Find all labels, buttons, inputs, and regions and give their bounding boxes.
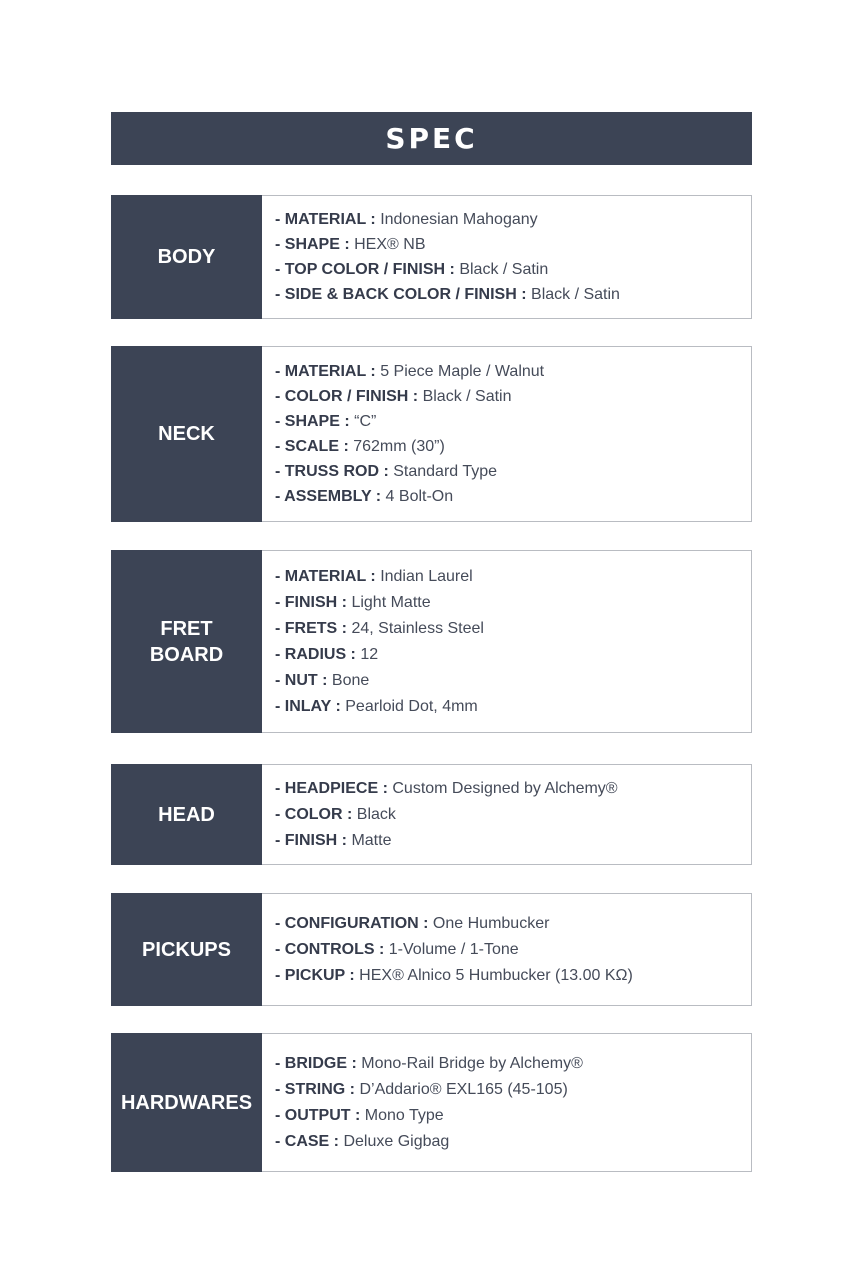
spec-row (275, 911, 751, 937)
spec-row (275, 384, 751, 409)
spec-key: - FINISH : (275, 593, 347, 611)
spec-key: - BRIDGE : (275, 1054, 357, 1072)
spec-key: - SCALE : (275, 438, 349, 455)
spec-row (275, 232, 751, 257)
spec-row (275, 459, 751, 484)
spec-value: 4 Bolt-On (385, 488, 454, 505)
section-spec-list (262, 195, 752, 319)
spec-key: - OUTPUT : (275, 1106, 361, 1124)
spec-key: - ASSEMBLY : (275, 488, 382, 505)
section-spec-list (262, 550, 752, 733)
spec-row (275, 257, 751, 282)
spec-key: - TRUSS ROD : (275, 463, 389, 480)
spec-key: - FINISH : (275, 831, 347, 849)
spec-section-neck (111, 346, 752, 522)
spec-value: HEX® Alnico 5 Humbucker (13.00 KΩ) (359, 966, 633, 984)
spec-value: Custom Designed by Alchemy® (392, 779, 618, 797)
spec-section-head (111, 764, 752, 865)
section-spec-list (262, 1033, 752, 1172)
section-spec-list (262, 893, 752, 1006)
spec-row (275, 642, 751, 668)
spec-section-fret-board (111, 550, 752, 733)
spec-row (275, 668, 751, 694)
spec-key: - CONTROLS : (275, 940, 385, 958)
spec-section-pickups (111, 893, 752, 1006)
spec-key: - SHAPE : (275, 236, 350, 253)
spec-value: Matte (351, 831, 392, 849)
spec-value: 762mm (30”) (353, 438, 445, 455)
spec-row (275, 937, 751, 963)
spec-row (275, 564, 751, 590)
spec-row (275, 484, 751, 509)
spec-key: - MATERIAL : (275, 363, 376, 380)
spec-value: Black / Satin (422, 388, 512, 405)
spec-key: - PICKUP : (275, 966, 355, 984)
spec-key: - CASE : (275, 1132, 339, 1150)
spec-key: - FRETS : (275, 619, 347, 637)
section-label: PICKUPS (111, 893, 262, 1006)
spec-value: Light Matte (351, 593, 431, 611)
spec-value: 5 Piece Maple / Walnut (380, 363, 545, 380)
spec-value: Indian Laurel (380, 567, 473, 585)
spec-value: Bone (331, 671, 370, 689)
spec-row (275, 802, 751, 828)
spec-value: One Humbucker (432, 914, 550, 932)
section-spec-list (262, 764, 752, 865)
spec-value: Standard Type (393, 463, 498, 480)
spec-value: Indonesian Mahogany (380, 211, 538, 228)
spec-value: Mono-Rail Bridge by Alchemy® (361, 1054, 583, 1072)
spec-key: - MATERIAL : (275, 211, 376, 228)
page-title: SPEC (385, 122, 478, 155)
spec-value: 12 (360, 645, 379, 663)
spec-key: - NUT : (275, 671, 328, 689)
spec-row (275, 590, 751, 616)
spec-section-hardwares (111, 1033, 752, 1172)
spec-value: “C” (354, 413, 377, 430)
spec-value: 24, Stainless Steel (351, 619, 484, 637)
spec-key: - HEADPIECE : (275, 779, 388, 797)
spec-key: - COLOR : (275, 805, 353, 823)
section-label: FRET BOARD (111, 550, 262, 733)
spec-value: Black (356, 805, 396, 823)
spec-row (275, 963, 751, 989)
spec-key: - TOP COLOR / FINISH : (275, 261, 455, 278)
spec-key: - MATERIAL : (275, 567, 376, 585)
spec-row (275, 434, 751, 459)
spec-row (275, 282, 751, 307)
section-label: HARDWARES (111, 1033, 262, 1172)
spec-row (275, 776, 751, 802)
spec-row (275, 616, 751, 642)
section-spec-list (262, 346, 752, 522)
spec-value: Black / Satin (459, 261, 549, 278)
spec-key: - SHAPE : (275, 413, 350, 430)
spec-value: Black / Satin (531, 286, 620, 303)
spec-row (275, 1077, 751, 1103)
spec-value: Pearloid Dot, 4mm (345, 697, 478, 715)
spec-key: - COLOR / FINISH : (275, 388, 419, 405)
spec-key: - STRING : (275, 1080, 355, 1098)
spec-row (275, 409, 751, 434)
spec-section-body (111, 195, 752, 319)
section-label: HEAD (111, 764, 262, 865)
spec-row (275, 207, 751, 232)
spec-key: - SIDE & BACK COLOR / FINISH : (275, 286, 527, 303)
spec-key: - INLAY : (275, 697, 341, 715)
spec-key: - RADIUS : (275, 645, 356, 663)
spec-value: 1-Volume / 1-Tone (388, 940, 519, 958)
spec-value: Deluxe Gigbag (343, 1132, 450, 1150)
spec-row (275, 828, 751, 854)
spec-row (275, 1103, 751, 1129)
section-label: BODY (111, 195, 262, 319)
spec-row (275, 1129, 751, 1155)
spec-value: D’Addario® EXL165 (45-105) (359, 1080, 568, 1098)
spec-row (275, 359, 751, 384)
spec-value: HEX® NB (354, 236, 426, 253)
section-label: NECK (111, 346, 262, 522)
spec-value: Mono Type (364, 1106, 444, 1124)
spec-title-bar (111, 112, 752, 165)
spec-row (275, 1051, 751, 1077)
spec-row (275, 694, 751, 720)
spec-key: - CONFIGURATION : (275, 914, 429, 932)
